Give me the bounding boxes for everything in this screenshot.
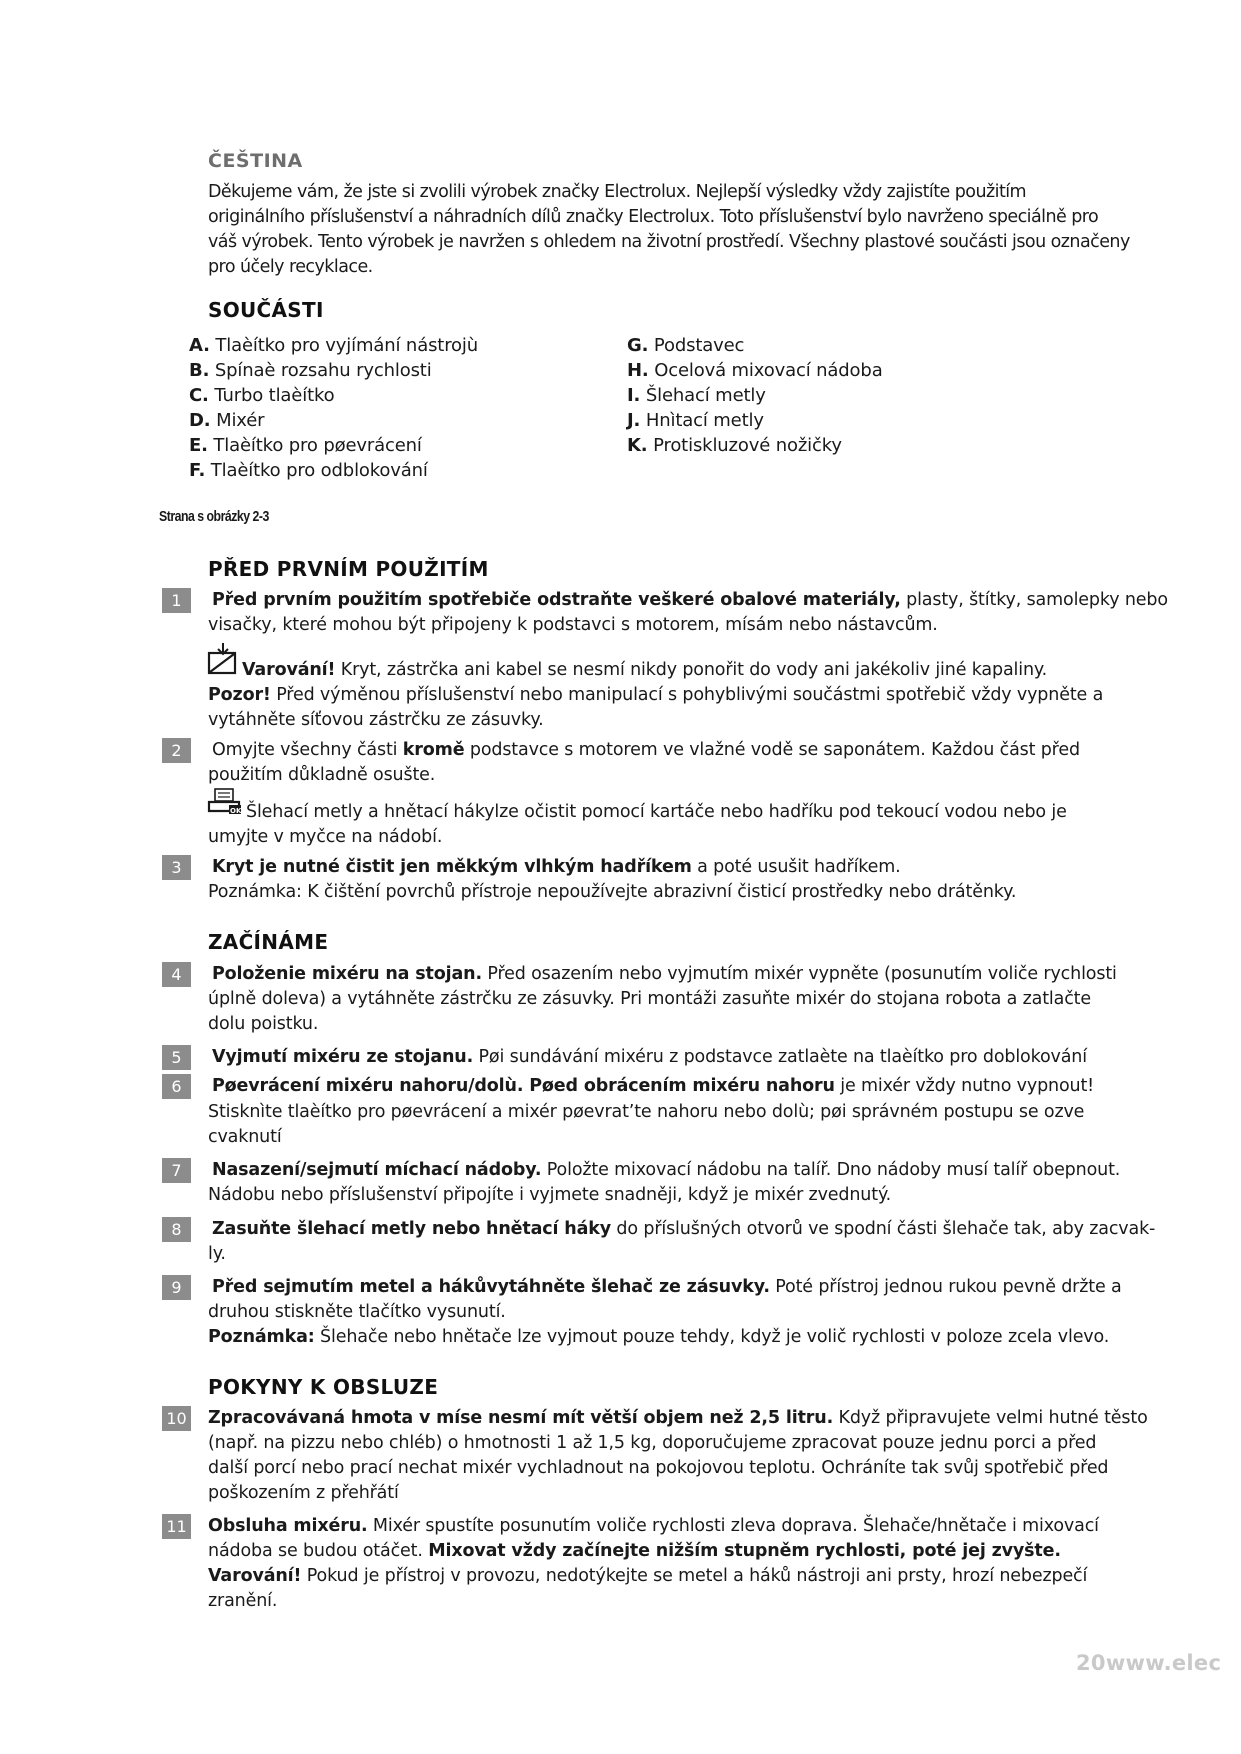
- step-8-line-2: ly.: [208, 1244, 226, 1264]
- intro-line-4: pro účely recyklace.: [208, 257, 373, 277]
- step-4-line-1: Položenie mixéru na stojan. Před osazením nebo vyjmutím mixér vypněte (posunutím voliče rychlosti: [212, 964, 1117, 984]
- step-11-line-1: Obsluha mixéru. Mixér spustíte posunutím voliče rychlosti zleva doprava. Šlehače/hnětače i mixovací: [208, 1516, 1099, 1536]
- step-badge-11: 11: [162, 1514, 191, 1539]
- step-badge-3: 3: [162, 855, 191, 880]
- no-immersion-icon: [207, 641, 239, 675]
- step-9-note: Poznámka: Šlehače nebo hnětače lze vyjmout pouze tehdy, když je volič rychlosti v poloze zcela vlevo.: [208, 1327, 1110, 1347]
- step-6-line-2: Stisknìte tlaèítko pro pøevrácení a mixér pøevrat’te nahoru nebo dolù; pøi správném postupu se ozve: [208, 1102, 1085, 1122]
- step-6-line-1: Pøevrácení mixéru nahoru/dolù. Pøed obrácením mixéru nahoru je mixér vždy nutno vypnout!: [212, 1076, 1095, 1096]
- part-item-c: C. Turbo tlaèítko: [189, 385, 335, 406]
- language-title: ČEŠTINA: [208, 150, 303, 172]
- warning-immersion: Varování! Kryt, zástrčka ani kabel se nesmí nikdy ponořit do vody ani jakékoliv jiné kapaliny.: [242, 660, 1048, 680]
- intro-line-1: Děkujeme vám, že jste si zvolili výrobek značky Electrolux. Nejlepší výsledky vždy zajistíte použitím: [208, 182, 1027, 202]
- step-badge-6: 6: [162, 1074, 191, 1099]
- part-item-i: I. Šlehací metly: [627, 385, 766, 406]
- page-number-footer: 20www.elec: [1076, 1651, 1222, 1675]
- step-7-line-2: Nádobu nebo příslušenství připojíte i vyjmete snadněji, když je mixér zvednutý.: [208, 1185, 892, 1205]
- step-badge-5: 5: [162, 1045, 191, 1070]
- part-item-g: G. Podstavec: [627, 335, 745, 356]
- svg-text:OK: OK: [230, 807, 242, 815]
- step-3-line-1: Kryt je nutné čistit jen měkkým vlhkým hadříkem a poté usušit hadříkem.: [212, 857, 901, 877]
- step-4-line-3: dolu poistku.: [208, 1014, 319, 1034]
- part-item-b: B. Spínaè rozsahu rychlosti: [189, 360, 432, 381]
- step-badge-9: 9: [162, 1275, 191, 1300]
- parts-heading: SOUČÁSTI: [208, 298, 324, 322]
- step-3-line-2: Poznámka: K čištění povrchů přístroje nepoužívejte abrazivní čisticí prostředky nebo drátěnky.: [208, 882, 1017, 902]
- intro-line-3: váš výrobek. Tento výrobek je navržen s ohledem na životní prostředí. Všechny plastové součásti jsou označeny: [208, 232, 1130, 252]
- step-6-line-3: cvaknutí: [208, 1127, 282, 1147]
- part-item-a: A. Tlaèítko pro vyjímání nástrojù: [189, 335, 479, 356]
- step-2-line-2: použitím důkladně osušte.: [208, 765, 436, 785]
- step-2-line-1: Omyjte všechny části kromě podstavce s motorem ve vlažné vodě se saponátem. Každou část před: [212, 740, 1080, 760]
- step-8-line-1: Zasuňte šlehací metly nebo hnětací háky do příslušných otvorů ve spodní části šlehače tak, aby zacvak-: [212, 1219, 1156, 1239]
- step-10-line-1: Zpracovávaná hmota v míse nesmí mít větší objem než 2,5 litru. Když připravujete velmi hutné těsto: [208, 1408, 1148, 1428]
- step-badge-8: 8: [162, 1217, 191, 1242]
- step-9-line-1: Před sejmutím metel a hákůvytáhněte šlehač ze zásuvky. Poté přístroj jednou rukou pevně držte a: [212, 1277, 1122, 1297]
- step-badge-4: 4: [162, 962, 191, 987]
- caution-line-2: vytáhněte síťovou zástrčku ze zásuvky.: [208, 710, 544, 730]
- step-11-warning: Varování! Pokud je přístroj v provozu, nedotýkejte se metel a háků nástroji ani prsty, hrozí nebezpečí: [208, 1566, 1088, 1586]
- step-1-line-2: visačky, které mohou být připojeny k podstavci s motorem, mísám nebo nástavcům.: [208, 615, 938, 635]
- step-badge-7: 7: [162, 1158, 191, 1183]
- step-badge-2: 2: [162, 738, 191, 763]
- step-10-line-4: poškozením z přehřátí: [208, 1483, 399, 1503]
- dishwasher-note-line-2: umyjte v myčce na nádobí.: [208, 827, 443, 847]
- figure-page-reference: Strana s obrázky 2-3: [159, 508, 269, 525]
- part-item-f: F. Tlaèítko pro odblokování: [189, 460, 428, 481]
- step-7-line-1: Nasazení/sejmutí míchací nádoby. Položte mixovací nádobu na talíř. Dno nádoby musí talíř obepnout.: [212, 1160, 1121, 1180]
- step-9-line-2: druhou stiskněte tlačítko vysunutí.: [208, 1302, 506, 1322]
- part-item-h: H. Ocelová mixovací nádoba: [627, 360, 883, 381]
- step-10-line-2: (např. na pizzu nebo chléb) o hmotnosti 1 až 1,5 kg, doporučujeme zpracovat pouze jednu porci a před: [208, 1433, 1097, 1453]
- part-item-e: E. Tlaèítko pro pøevrácení: [189, 435, 422, 456]
- footer-clip: [0, 1645, 1222, 1685]
- part-item-d: D. Mixér: [189, 410, 265, 431]
- section-heading-first-use: PŘED PRVNÍM POUŽITÍM: [208, 557, 489, 581]
- step-badge-1: 1: [162, 588, 191, 613]
- step-5-line-1: Vyjmutí mixéru ze stojanu. Pøi sundávání mixéru z podstavce zatlaète na tlaèítko pro doblokování: [212, 1047, 1087, 1067]
- part-item-j: J. Hnìtací metly: [627, 410, 764, 431]
- dishwasher-icon: [207, 787, 243, 817]
- step-1-line-1: Před prvním použitím spotřebiče odstraňte veškeré obalové materiály, plasty, štítky, samolepky nebo: [212, 590, 1168, 610]
- step-10-line-3: další porcí nebo prací nechat mixér vychladnout na pokojovou teplotu. Ochráníte tak svůj spotřebič před: [208, 1458, 1109, 1478]
- step-badge-10: 10: [162, 1406, 191, 1431]
- dishwasher-note-line-1: Šlehací metly a hnětací hákylze očistit pomocí kartáče nebo hadříku pod tekoucí vodou nebo je: [246, 802, 1067, 822]
- intro-line-2: originálního příslušenství a náhradních dílů značky Electrolux. Toto příslušenství bylo navrženo speciálně pro: [208, 207, 1099, 227]
- step-11-warning-line-2: zranění.: [208, 1591, 278, 1611]
- step-11-line-2: nádoba se budou otáčet. Mixovat vždy začínejte nižším stupněm rychlosti, poté jej zvyšte.: [208, 1541, 1061, 1561]
- section-heading-start: ZAČÍNÁME: [208, 930, 329, 954]
- part-item-k: K. Protiskluzové nožičky: [627, 435, 842, 456]
- section-heading-operation: POKYNY K OBSLUZE: [208, 1375, 439, 1399]
- step-4-line-2: úplně doleva) a vytáhněte zástrčku ze zásuvky. Pri montáži zasuňte mixér do stojana robota a zatlačte: [208, 989, 1091, 1009]
- caution-line-1: Pozor! Před výměnou příslušenství nebo manipulací s pohyblivými součástmi spotřebič vždy vypněte a: [208, 685, 1104, 705]
